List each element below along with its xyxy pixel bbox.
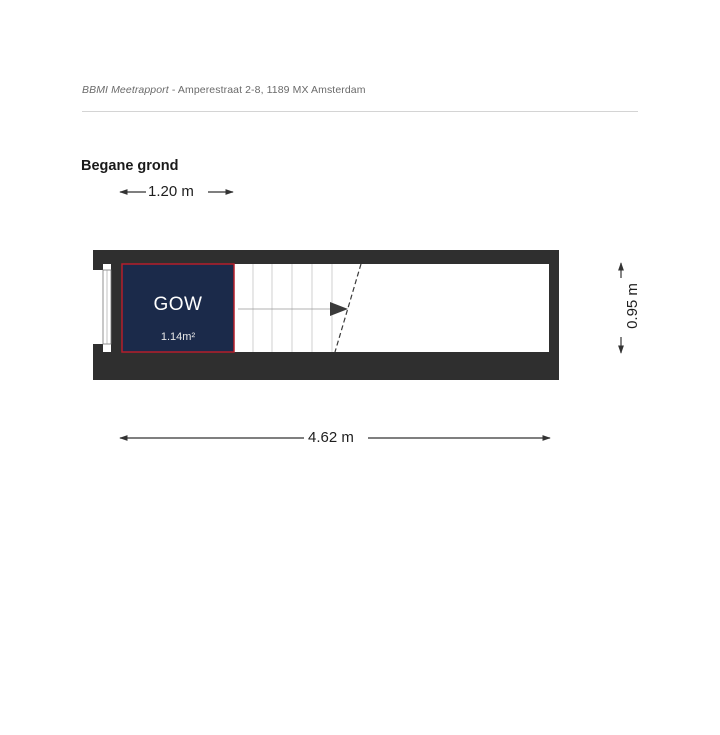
staircase bbox=[238, 264, 361, 352]
stair-direction-arrow-icon bbox=[330, 302, 348, 316]
wall-right bbox=[549, 250, 559, 380]
report-address: - Amperestraat 2-8, 1189 MX Amsterdam bbox=[168, 84, 366, 96]
wall-left-upper bbox=[93, 250, 103, 270]
wall-bottom bbox=[93, 352, 559, 380]
entrance-door bbox=[103, 270, 111, 344]
wall-top bbox=[93, 250, 559, 264]
wall-inner-left bbox=[111, 264, 122, 352]
wall-left-lower bbox=[93, 344, 103, 380]
room-name: GOW bbox=[153, 294, 203, 315]
report-brand: BBMI Meetrapport bbox=[82, 84, 169, 96]
length-dimension-label: 4.62 m bbox=[305, 429, 357, 447]
room-area: 1.14m² bbox=[160, 331, 196, 343]
floor-title: Begane grond bbox=[81, 158, 179, 174]
depth-dimension-label: 0.95 m bbox=[623, 283, 641, 329]
width-dimension-label: 1.20 m bbox=[148, 183, 194, 200]
